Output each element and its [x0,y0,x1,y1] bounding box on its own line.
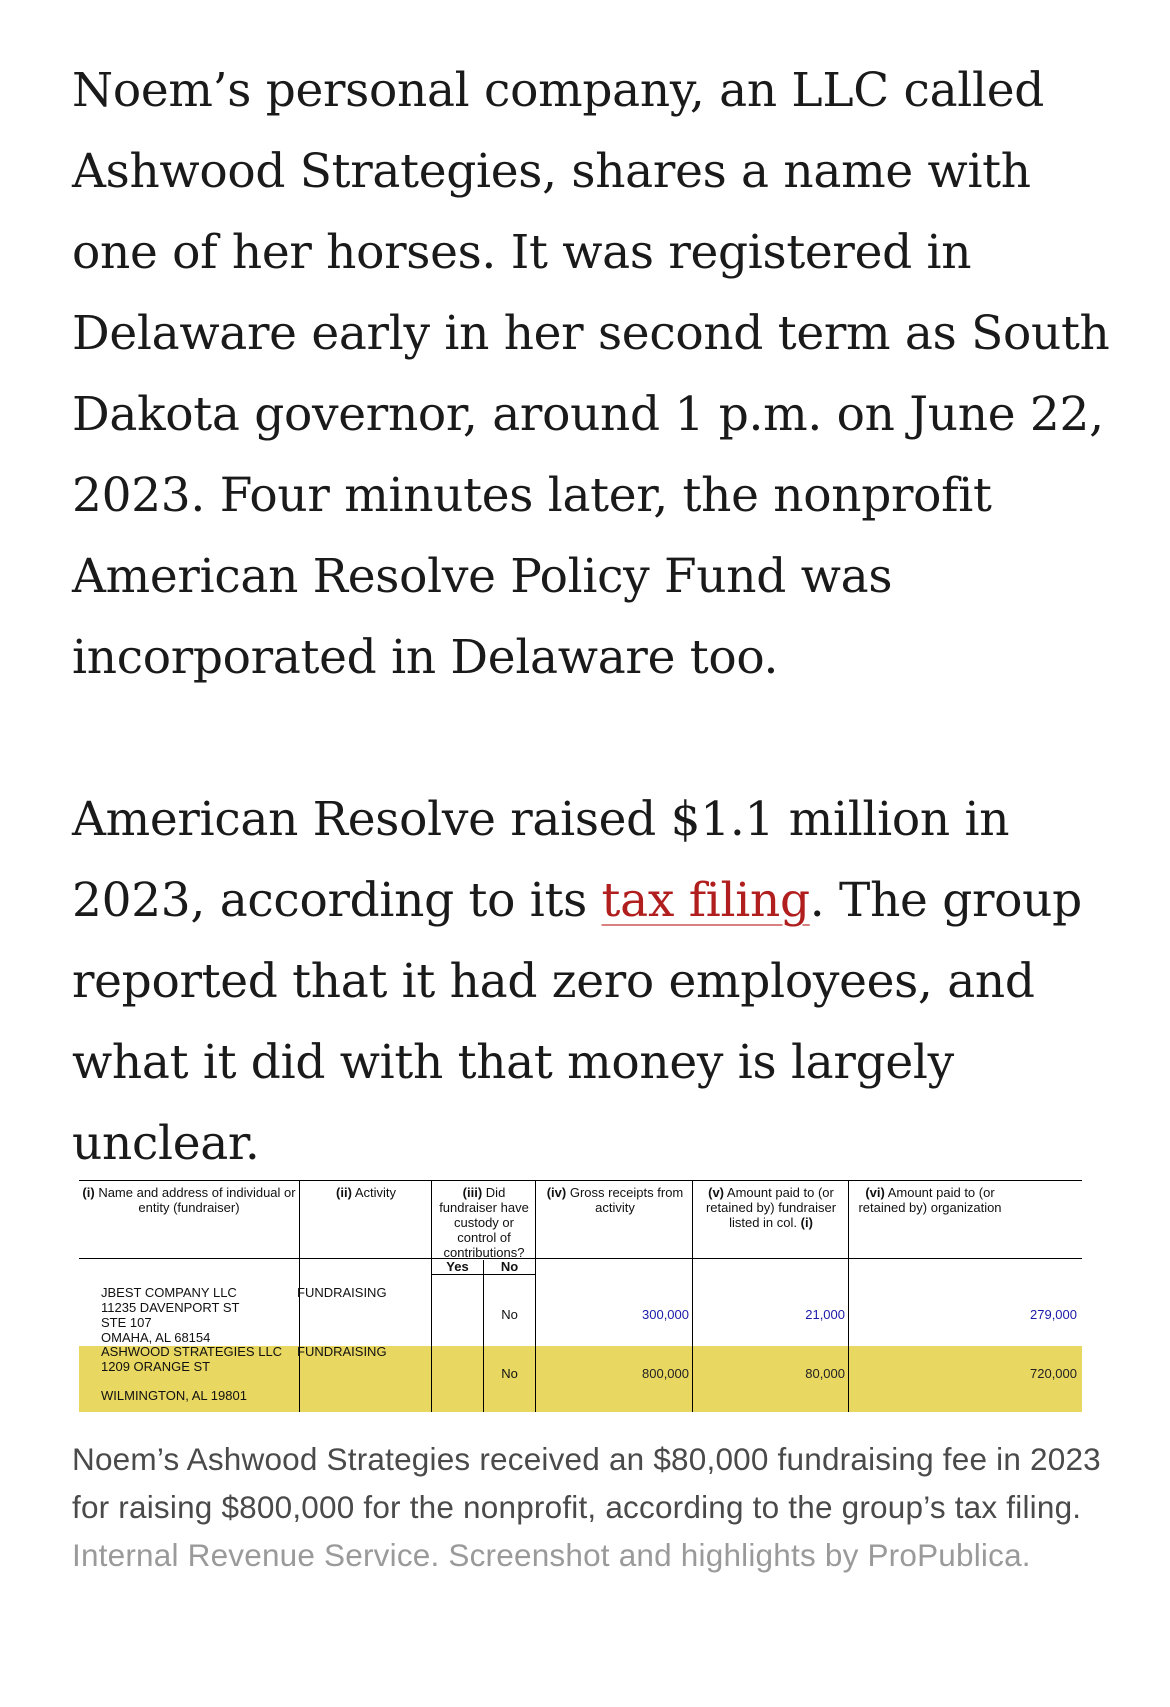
table-row-jbest-gross: 300,000 [642,1307,689,1322]
table-row-ashwood-gross: 800,000 [642,1366,689,1381]
header-activity: (ii) Activity [336,1185,396,1200]
header-name-address: (i) Name and address of individual or entity (fundraiser) [82,1185,296,1215]
table-row-jbest-paid-org: 279,000 [1030,1307,1077,1322]
caption-credit: Internal Revenue Service. Screenshot and highlights by ProPublica. [72,1537,1031,1573]
tax-form-screenshot [79,1180,1082,1415]
header-custody: (iii) Did fundraiser have custody or control of contributions? [439,1185,529,1260]
table-row-ashwood-name: ASHWOOD STRATEGIES LLC 1209 ORANGE ST WILMINGTON, AL 19801 [101,1344,283,1403]
header-custody-no: No [500,1259,519,1274]
header-custody-yes: Yes [446,1259,469,1274]
table-row-ashwood-paid-fundraiser: 80,000 [805,1366,845,1381]
table-row-jbest-paid-fundraiser: 21,000 [805,1307,845,1322]
paragraph-2 [72,779,1112,1184]
table-row-jbest-activity: FUNDRAISING [297,1285,387,1300]
header-paid-organization: (vi) Amount paid to (or retained by) organization [858,1185,1002,1215]
caption-text: Noem’s Ashwood Strategies received an $80,000 fundraising fee in 2023 for raising $800,000 for the nonprofit, according to the group’s tax filing. [72,1441,1101,1525]
table-row-ashwood-custody: No [501,1366,518,1381]
header-paid-fundraiser: (v) Amount paid to (or retained by) fundraiser listed in col. (i) [705,1185,837,1230]
table-row-jbest-custody: No [501,1307,518,1322]
tax-filing-link[interactable]: tax filing [601,873,810,928]
paragraph-1: Noem’s personal company, an LLC called Ashwood Strategies, shares a name with one of her horses. It was registered in Delaware early in her second term as South Dakota governor, around 1 p.m. on June 22, 2023. Four minutes later, the nonprofit American Resolve Policy Fund was incorporated in Delaware too. [72,63,1110,685]
table-row-jbest-name: JBEST COMPANY LLC 11235 DAVENPORT ST STE 107 OMAHA, AL 68154 [101,1285,240,1345]
paragraph-2-start: American Resolve raised $1.1 million in 2023, according to its [72,792,1010,928]
header-gross-receipts: (iv) Gross receipts from activity [546,1185,684,1215]
paragraph-2-end: . The group reported that it had zero employees, and what it did with that money is largely unclear. [72,873,1082,1171]
table-row-ashwood-paid-org: 720,000 [1030,1366,1077,1381]
article-body [72,50,1112,1184]
image-caption [72,1435,1102,1579]
table-row-ashwood-activity: FUNDRAISING [297,1344,387,1359]
